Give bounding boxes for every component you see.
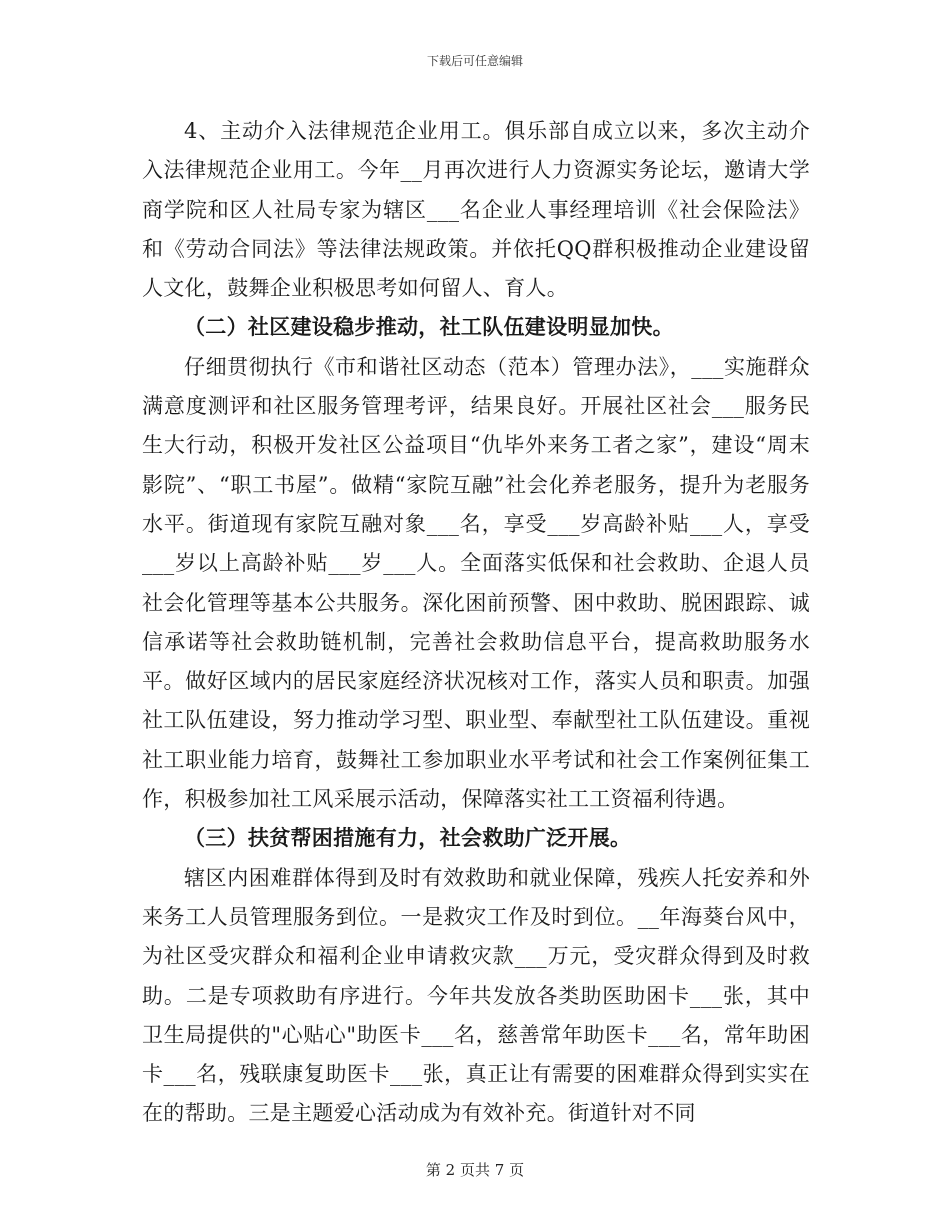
paragraph-social-assistance: 辖区内困难群体得到及时有效救助和就业保障，残疾人托安养和外来务工人员管理服务到位。一是救灾工作及时到位。__年海葵台风中，为社区受灾群众和福利企业申请救灾款___万元，受灾群众得到及时救助。二是专项救助有序进行。今年共发放各类助医助困卡___张，其中卫生局提供的"心贴心"助医卡___名，慈善常年助医卡___名，常年助困卡___名，残联康复助医卡___张，真正让有需要的困难群众得到实实在在的帮助。三是主题爱心活动成为有效补充。街道针对不同 bbox=[142, 865, 810, 1126]
page-header-note: 下载后可任意编辑 bbox=[426, 54, 523, 68]
document-body bbox=[142, 112, 810, 1134]
page-number-footer: 第 2 页共 7 页 bbox=[425, 1161, 525, 1179]
paragraph-community-building: 仔细贯彻执行《市和谐社区动态（范本）管理办法》，___实施群众满意度测评和社区服务管理考评，结果良好。开展社区社会___服务民生大行动，积极开发社区公益项目“仇毕外来务工者之家”，建设“周末影院”、“职工书屋”。做精“家院互融”社会化养老服务，提升为老服务水平。街道现有家院互融对象___名，享受___岁高龄补贴___人，享受___岁以上高龄补贴___岁___人。全面落实低保和社会救助、企退人员社会化管理等基本公共服务。深化困前预警、困中救助、脱困跟踪、诚信承诺等社会救助链机制，完善社会救助信息平台，提高救助服务水平。做好区域内的居民家庭经济状况核对工作，落实人员和职责。加强社工队伍建设，努力推动学习型、职业型、奉献型社工队伍建设。重视社工职业能力培育，鼓舞社工参加职业水平考试和社会工作案例征集工作，积极参加社工风采展示活动，保障落实社工工资福利待遇。 bbox=[142, 354, 810, 812]
section-heading-poverty-relief: （三）扶贫帮困措施有力，社会救助广泛开展。 bbox=[184, 826, 632, 851]
paragraph-legal-employment: 4、主动介入法律规范企业用工。俱乐部自成立以来，多次主动介入法律规范企业用工。今年__月再次进行人力资源实务论坛，邀请大学商学院和区人社局专家为辖区___名企业人事经理培训《社会保险法》和《劳动合同法》等法律法规政策。并依托QQ群积极推动企业建设留人文化，鼓舞企业积极思考如何留人、育人。 bbox=[142, 119, 810, 301]
section-heading-community: （二）社区建设稳步推动，社工队伍建设明显加快。 bbox=[184, 315, 674, 340]
